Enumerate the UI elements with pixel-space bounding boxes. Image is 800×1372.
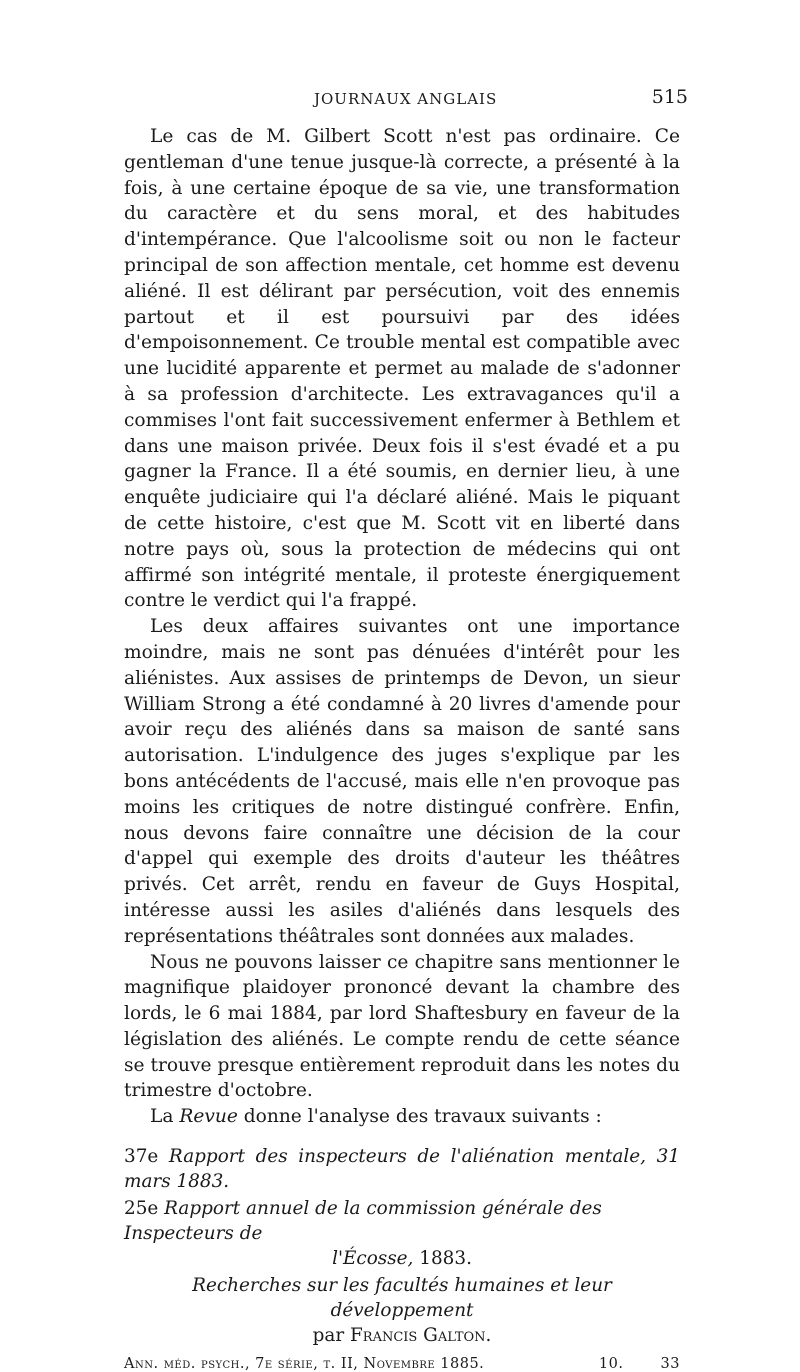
revue-word: Revue [179, 1106, 238, 1128]
body-text [124, 124, 680, 1130]
reference-item-3 [124, 1273, 680, 1348]
footer-journal: Ann. méd. psych., 7e série, t. II, Novembre 1885. [124, 1356, 485, 1372]
footer-signature: 33 [660, 1356, 680, 1372]
reference-2-line1 [124, 1196, 680, 1246]
page-header [124, 84, 688, 116]
paragraph-scott-case: Le cas de M. Gilbert Scott n'est pas ordinaire. Ce gentleman d'une tenue jusque-là correcte, a présenté à la fois, à une certaine époque de sa vie, une transformation du caractère et du sens moral, et des habitudes d'intempérance. Que l'alcoolisme soit ou non le facteur principal de son affection mentale, cet homme est devenu aliéné. Il est délirant par persécution, voit des ennemis partout et il est poursuivi par des idées d'empoisonnement. Ce trouble mental est compatible avec une lucidité apparente et permet au malade de s'adonner à sa profession d'architecte. Les extravagances qu'il a commises l'ont fait successivement enfermer à Bethlem et dans une maison privée. Deux fois il s'est évadé et a pu gagner la France. Il a été soumis, en dernier lieu, à une enquête judiciaire qui l'a déclaré aliéné. Mais le piquant de cette histoire, c'est que M. Scott vit en liberté dans notre pays où, sous la protection de médecins qui ont affirmé son intégrité mentale, il proteste énergiquement contre le verdict qui l'a frappé. [124, 126, 680, 612]
reference-item-2 [124, 1196, 680, 1271]
reference-list [124, 1144, 680, 1348]
reference-item-1 [124, 1144, 680, 1194]
paragraph-shaftesbury: Nous ne pouvons laisser ce chapitre sans mentionner le magnifique plaidoyer prononcé devant la chambre des lords, le 6 mai 1884, par lord Shaftesbury en faveur de la législation des aliénés. Le compte rendu de cette séance se trouve presque entièrement reproduit dans les notes du trimestre d'octobre. [124, 951, 680, 1102]
reference-2-title-line1: Rapport annuel de la commission générale des Inspecteurs de [124, 1198, 602, 1245]
footer-signatures [567, 1356, 680, 1372]
footer-sheet: 10. [598, 1356, 624, 1372]
running-head: JOURNAUX ANGLAIS [314, 90, 498, 108]
reference-3-author: Francis Galton. [350, 1325, 492, 1347]
reference-3-author-prefix: par [312, 1325, 345, 1347]
reference-2-line2 [124, 1246, 680, 1271]
reference-1-number: 37e [124, 1146, 159, 1168]
reference-2-number: 25e [124, 1198, 159, 1220]
page-number: 515 [651, 86, 688, 108]
page [124, 84, 688, 1372]
page-footer [124, 1356, 680, 1372]
reference-2-year: 1883. [419, 1248, 472, 1270]
paragraph-two-affairs: Les deux affaires suivantes ont une importance moindre, mais ne sont pas dénuées d'intérêt pour les aliénistes. Aux assises de printemps de Devon, un sieur William Strong a été condamné à 20 livres d'amende pour avoir reçu des aliénés dans sa maison de santé sans autorisation. L'indulgence des juges s'explique par les bons antécédents de l'accusé, mais elle n'en provoque pas moins les critiques de notre distingué confrère. Enfin, nous devons faire connaître une décision de la cour d'appel qui exemple des droits d'auteur les théâtres privés. Cet arrêt, rendu en faveur de Guys Hospital, intéresse aussi les asiles d'aliénés dans lesquels des représentations théâtrales sont données aux malades. [124, 616, 680, 947]
reference-1-date: 31 mars 1883. [124, 1146, 680, 1193]
paragraph-revue-intro: La Revue donne l'analyse des travaux suivants : [150, 1106, 602, 1128]
reference-1-title: Rapport des inspecteurs de l'aliénation mentale, [168, 1146, 646, 1168]
reference-2-title-line2: l'Écosse, [332, 1248, 414, 1270]
reference-3-title: Recherches sur les facultés humaines et leur développement [192, 1275, 612, 1322]
revue-intro-rest: donne l'analyse des travaux suivants : [237, 1106, 602, 1128]
